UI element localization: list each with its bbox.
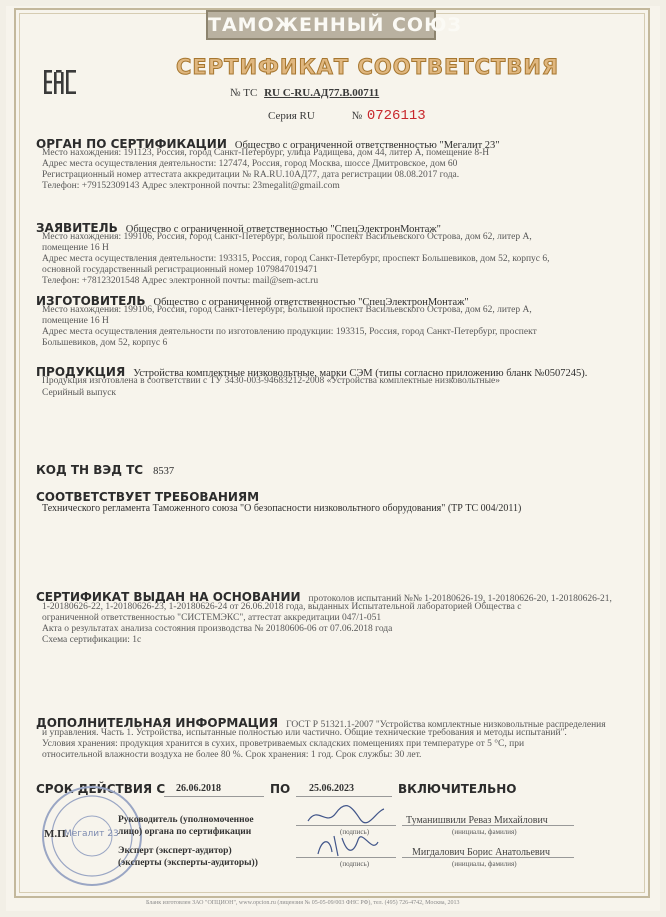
head-signature-caption: (подпись) [340,828,370,836]
basis-line: ограниченной ответственностью "СИСТЕМЭКС", аттестат аккредитации 047/1-051 [42,613,382,623]
organ-name: Общество с ограниченной ответственностью "Мегалит 23" [234,140,500,151]
head-label-1: Руководитель (уполномоченное [118,815,254,825]
product-line: Продукция изготовлена в соответствии с ТУ 3430-003-94683212-2008 «Устройства комплектные низковольтные» [42,376,500,386]
validity-to: 25.06.2023 [309,783,354,794]
additional-first-line: ГОСТ Р 51321.1-2007 "Устройства комплектные низковольтные распределения [286,720,606,730]
applicant-line: основной государственный регистрационный номер 1079847019471 [42,265,318,275]
product-heading: ПРОДУКЦИЯ [36,365,126,379]
manufacturer-name: Общество с ограниченной ответственностью "СпецЭлектронМонтаж" [153,297,469,308]
manufacturer-heading: ИЗГОТОВИТЕЛЬ [36,294,146,308]
validity-from-rule [164,796,264,797]
manufacturer-line: Адрес места осуществления деятельности по изготовлению продукции: 193315, Россия, город Санкт-Петербург, проспект [42,327,537,337]
basis-line: Схема сертификации: 1с [42,635,142,645]
eac-logo-icon [44,70,78,110]
basis-first-line: протоколов испытаний №№ 1-20180626-19, 1-20180626-20, 1-20180626-21, [308,594,612,604]
manufacturer-line: Большевиков, дом 52, корпус 6 [42,338,168,348]
expert-label-2: (эксперты (эксперты-аудиторы)) [118,858,258,868]
conformity-line: Технического регламента Таможенного союза "О безопасности низковольтного оборудования" (ТР ТС 004/2011) [42,503,522,514]
product-name: Устройства комплектные низковольтные, марки СЭМ (типы согласно приложению бланк №0507245). [133,368,588,379]
customs-union-banner: ТАМОЖЕННЫЙ СОЮЗ [206,10,436,40]
organ-line: Телефон: +79152309143 Адрес электронной почты: 23megalit@gmail.com [42,181,340,191]
expert-name-line [402,857,574,858]
validity-heading: СРОК ДЕЙСТВИЯ С [36,782,166,796]
product-line: Серийный выпуск [42,388,117,398]
validity-inclusive: ВКЛЮЧИТЕЛЬНО [398,782,517,796]
certificate-title: СЕРТИФИКАТ СООТВЕТСТВИЯ [176,55,560,79]
certificate-number-row [230,87,379,99]
head-label-2: лицо) органа по сертификации [118,827,252,837]
applicant-name: Общество с ограниченной ответственностью "СпецЭлектронМонтаж" [125,224,441,235]
expert-signature-caption: (подпись) [340,860,370,868]
expert-name-caption: (инициалы, фамилия) [452,860,517,868]
additional-line: Условия хранения: продукция хранится в сухих, проветриваемых складских помещениях при температуре от 5 °С, при [42,739,525,749]
code-value: 8537 [153,466,175,477]
organ-line: Регистрационный номер аттестата аккредитации № RA.RU.10АД77, дата регистрации 08.08.2017 года. [42,170,460,180]
additional-line: и управления. Часть 1. Устройства, испытанные полностью или частично. Общие технические требования и методы испытаний". [42,728,567,738]
eac-logo [44,70,78,115]
validity-from: 26.06.2018 [176,783,221,794]
form-footer: Бланк изготовлен ЗАО "ОПЦИОН", www.opcion.ru (лицензия № 05-05-09/003 ФНС РФ), тел. (495) 726-4742, Москва, 2013 [146,900,460,906]
expert-label-1: Эксперт (эксперт-аудитор) [118,846,232,856]
handwritten-signature-icon [312,832,382,860]
conformity-heading: СООТВЕТСТВУЕТ ТРЕБОВАНИЯМ [36,490,260,504]
series-number: 0726113 [366,108,426,124]
applicant-line: Адрес места осуществления деятельности: 193315, Россия, город Санкт-Петербург, проспект Большевиков, дом 52, корпус 6, [42,254,550,264]
validity-to-label: ПО [270,782,291,796]
expert-name: Мигдалович Борис Анатольевич [412,847,551,858]
validity-to-rule [296,796,392,797]
handwritten-signature-icon [304,801,388,829]
applicant-line: Место нахождения: 199106, Россия, город Санкт-Петербург, Большой проспект Васильевского Острова, дом 62, литер А, [42,232,532,242]
organ-line: Адрес места осуществления деятельности: 127474, Россия, город Москва, шоссе Дмитровское, дом 60 [42,159,458,169]
series-no-sign: № [351,110,363,122]
applicant-line: помещение 16 Н [42,243,109,253]
certificate-number: RU C-RU.АД77.В.00711 [264,87,380,99]
organ-heading: ОРГАН ПО СЕРТИФИКАЦИИ [36,137,227,151]
code-heading: КОД ТН ВЭД ТС [36,463,144,477]
additional-heading: ДОПОЛНИТЕЛЬНАЯ ИНФОРМАЦИЯ [36,716,279,730]
manufacturer-line: помещение 16 Н [42,316,109,326]
series-row [268,108,426,124]
basis-heading: СЕРТИФИКАТ ВЫДАН НА ОСНОВАНИИ [36,590,301,604]
head-name-caption: (инициалы, фамилия) [452,828,517,836]
additional-line: относительной влажности воздуха не более 80 %. Срок хранения: 1 год. Срок службы: 30 лет. [42,750,422,760]
head-name: Туманишвили Реваз Михайлович [406,815,548,826]
code-row [36,461,174,479]
organ-line: Место нахождения: 191123, Россия, город Санкт-Петербург, улица Радищева, дом 44, литер А, помещение 8-Н [42,148,490,158]
basis-line: Акта о результатах анализа состояния производства № 20180606-06 от 07.06.2018 года [42,624,393,634]
series-label: Серия RU [268,110,315,122]
head-name-line [402,825,574,826]
basis-line: 1-20180626-22, 1-20180626-23, 1-20180626-24 от 26.06.2018 года, выданных Испытательной лабораторией Общества с [42,602,522,612]
manufacturer-line: Место нахождения: 199106, Россия, город Санкт-Петербург, Большой проспект Васильевского Острова, дом 62, литер А, [42,305,532,315]
number-prefix: № ТС [230,87,258,99]
applicant-heading: ЗАЯВИТЕЛЬ [36,221,118,235]
stamp-text: Мегалит 23 [64,829,119,839]
mp-label: М.П. [44,828,69,840]
applicant-line: Телефон: +78123201548 Адрес электронной почты: mail@sem-act.ru [42,276,319,286]
